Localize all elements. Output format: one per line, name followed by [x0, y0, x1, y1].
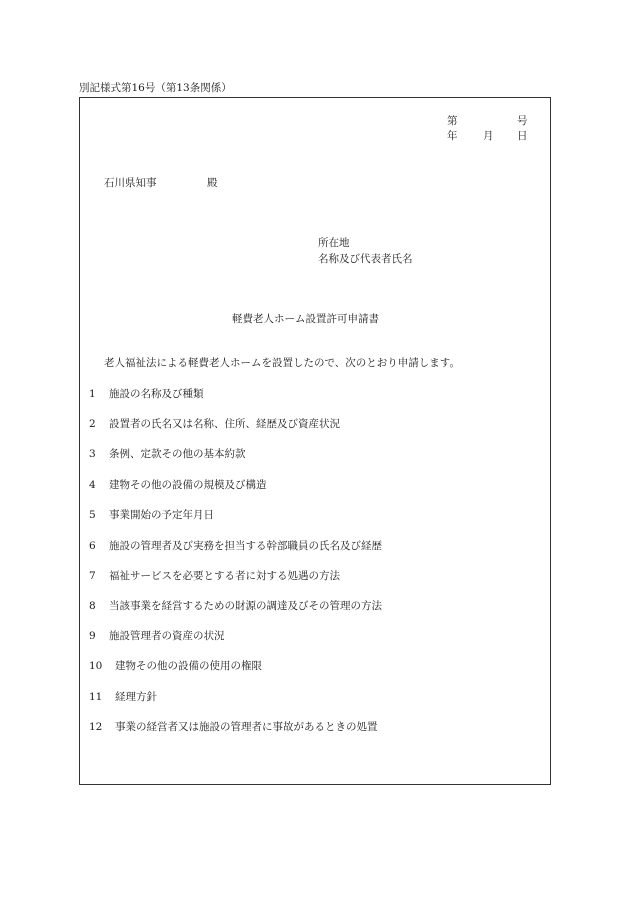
item-text: 当該事業を経営するための財源の調達及びその管理の方法: [109, 600, 382, 612]
item-number: 9: [89, 630, 96, 642]
item-text: 建物その他の設備の規模及び構造: [109, 479, 267, 491]
list-item: [89, 447, 246, 461]
date-year: 年: [447, 130, 458, 142]
number-suffix: 号: [517, 115, 528, 127]
list-item: [89, 478, 267, 492]
number-prefix: 第: [447, 115, 458, 127]
applicant-name-label: 名称及び代表者氏名: [318, 253, 413, 265]
list-item: [89, 387, 204, 401]
list-item: [89, 539, 382, 553]
body-text: 老人福祉法による軽費老人ホームを設置したので、次のとおり申請します。: [104, 357, 460, 369]
list-item: [89, 417, 340, 431]
item-number: 4: [89, 479, 96, 491]
applicant-location-label: 所在地: [318, 237, 350, 249]
addressee-name: 石川県知事: [104, 177, 157, 189]
item-text: 設置者の氏名又は名称、住所、経歴及び資産状況: [109, 418, 340, 430]
item-text: 建物その他の設備の使用の権限: [115, 660, 262, 672]
item-text: 施設の名称及び種類: [109, 388, 204, 400]
item-text: 福祉サービスを必要とする者に対する処遇の方法: [109, 570, 340, 582]
item-number: 1: [89, 388, 96, 400]
item-text: 事業開始の予定年月日: [109, 509, 214, 521]
list-item: [89, 690, 157, 704]
item-number: 3: [89, 448, 96, 460]
date-day: 日: [517, 130, 528, 142]
item-number: 11: [89, 691, 103, 703]
item-text: 条例、定款その他の基本約款: [109, 448, 246, 460]
item-text: 事業の経営者又は施設の管理者に事故があるときの処置: [115, 721, 378, 733]
item-text: 経理方針: [115, 691, 157, 703]
item-number: 5: [89, 509, 96, 521]
item-number: 10: [89, 660, 103, 672]
list-item: [89, 659, 262, 673]
form-frame: [79, 97, 551, 785]
item-number: 12: [89, 721, 103, 733]
form-label: 別記様式第16号（第13条関係）: [79, 82, 232, 94]
item-number: 2: [89, 418, 96, 430]
list-item: [89, 720, 378, 734]
list-item: [89, 508, 214, 522]
item-text: 施設管理者の資産の状況: [109, 630, 225, 642]
item-number: 8: [89, 600, 96, 612]
list-item: [89, 569, 340, 583]
item-number: 7: [89, 570, 96, 582]
date-month: 月: [483, 130, 494, 142]
addressee-honorific: 殿: [207, 177, 218, 189]
list-item: [89, 629, 225, 643]
document-title: 軽費老人ホーム設置許可申請書: [232, 313, 379, 325]
item-number: 6: [89, 540, 96, 552]
item-text: 施設の管理者及び実務を担当する幹部職員の氏名及び経歴: [109, 540, 382, 552]
list-item: [89, 599, 382, 613]
